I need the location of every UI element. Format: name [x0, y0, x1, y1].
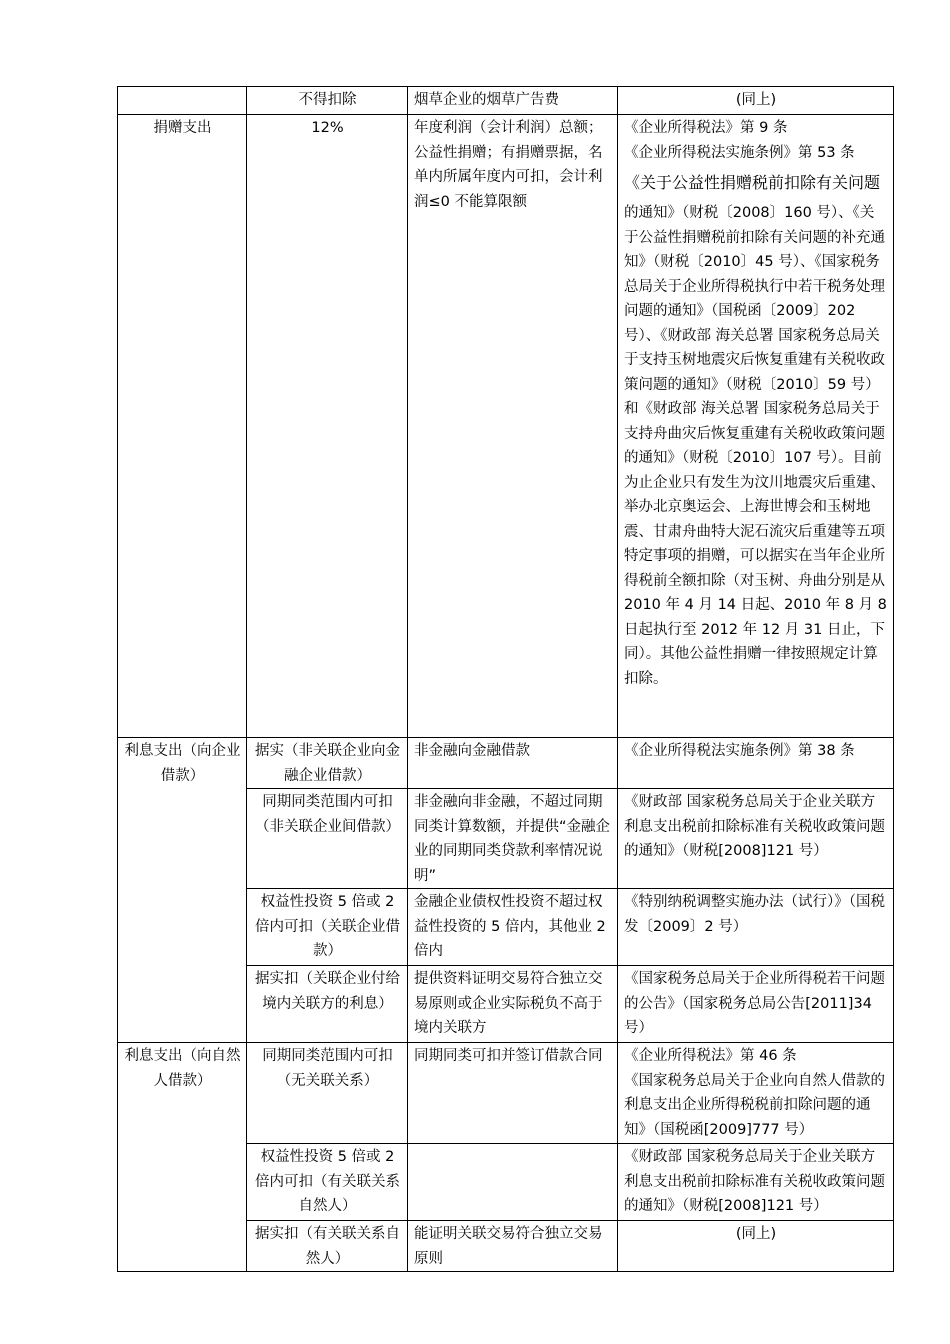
basis-line: 《企业所得税法实施条例》第 53 条 [624, 144, 855, 161]
cell-standard: 据实扣（关联企业付给境内关联方的利息） [247, 966, 408, 1043]
cell-item: 利息支出（向企业借款） [118, 738, 247, 1043]
table-row [118, 738, 894, 789]
cell-standard: 权益性投资 5 倍或 2 倍内可扣（关联企业借款） [247, 889, 408, 966]
cell-condition: 能证明关联交易符合独立交易原则 [408, 1221, 618, 1272]
cell-condition [408, 1144, 618, 1221]
cell-standard: 权益性投资 5 倍或 2 倍内可扣（有关联关系自然人） [247, 1144, 408, 1221]
cell-standard: 不得扣除 [247, 87, 408, 115]
cell-standard: 12% [247, 115, 408, 738]
cell-condition: 烟草企业的烟草广告费 [408, 87, 618, 115]
cell-standard: 据实扣（有关联关系自然人） [247, 1221, 408, 1272]
cell-standard: 据实（非关联企业向金融企业借款） [247, 738, 408, 789]
cell-basis [618, 115, 894, 738]
cell-basis: 《企业所得税法实施条例》第 38 条 [618, 738, 894, 789]
deduction-table [117, 86, 894, 1272]
basis-line: 《关于公益性捐赠税前扣除有关问题 [624, 173, 881, 192]
table-row [118, 1043, 894, 1144]
cell-basis: (同上) [618, 1221, 894, 1272]
cell-condition: 非金融向非金融，不超过同期同类计算数额，并提供“金融企业的同期同类贷款利率情况说明” [408, 789, 618, 889]
cell-basis: 《国家税务总局关于企业所得税若干问题的公告》（国家税务总局公告[2011]34 号） [618, 966, 894, 1043]
cell-condition: 金融企业债权性投资不超过权益性投资的 5 倍内，其他业 2 倍内 [408, 889, 618, 966]
cell-condition: 非金融向金融借款 [408, 738, 618, 789]
cell-item: 利息支出（向自然人借款） [118, 1043, 247, 1272]
basis-line: 《国家税务总局关于企业向自然人借款的利息支出企业所得税税前扣除问题的通知》（国税函[2009]777 号） [624, 1072, 885, 1138]
basis-line: 的通知》（财税〔2008〕160 号）、《关于公益性捐赠税前扣除有关问题的补充通知》（财税〔2010〕45 号）、《国家税务总局关于企业所得税执行中若干税务处理问题的通知》（国税函〔2009〕202 号）、《财政部 海关总署 国家税务总局关于支持玉树地震灾后恢复重建有关税收政策问题的通知》（财税〔2010〕59 号）和《财政部 海关总署 国家税务总局关于支持舟曲灾后恢复重建有关税收政策问题的通知》（财税〔2010〕107 号）。目前为止企业只有发生为汶川地震灾后重建、举办北京奥运会、上海世博会和玉树地震、甘肃舟曲特大泥石流灾后重建等五项特定事项的捐赠，可以据实在当年企业所得税前全额扣除（对玉树、舟曲分别是从 2010 年 4 月 14 日起、2010 年 8 月 8 日起执行至 2012 年 12 月 31 日止，下同）。其他公益性捐赠一律按照规定计算扣除。 [624, 205, 887, 687]
cell-basis: 《特别纳税调整实施办法（试行）》（国税发〔2009〕2 号） [618, 889, 894, 966]
cell-basis [618, 1043, 894, 1144]
cell-standard: 同期同类范围内可扣（非关联企业间借款） [247, 789, 408, 889]
cell-item: 捐赠支出 [118, 115, 247, 738]
cell-condition: 提供资料证明交易符合独立交易原则或企业实际税负不高于境内关联方 [408, 966, 618, 1043]
basis-line: 《企业所得税法》第 46 条 [624, 1048, 797, 1064]
cell-basis: 《财政部 国家税务总局关于企业关联方利息支出税前扣除标准有关税收政策问题的通知》（财税[2008]121 号） [618, 1144, 894, 1221]
basis-line: 《企业所得税法》第 9 条 [624, 120, 788, 136]
cell-condition: 年度利润（会计利润）总额；公益性捐赠；有捐赠票据，名单内所属年度内可扣，会计利润≤0 不能算限额 [408, 115, 618, 738]
table-row [118, 115, 894, 738]
table-row [118, 87, 894, 115]
cell-standard: 同期同类范围内可扣（无关联关系） [247, 1043, 408, 1144]
cell-condition: 同期同类可扣并签订借款合同 [408, 1043, 618, 1144]
cell-item [118, 87, 247, 115]
cell-basis: 《财政部 国家税务总局关于企业关联方利息支出税前扣除标准有关税收政策问题的通知》（财税[2008]121 号） [618, 789, 894, 889]
cell-basis: (同上) [618, 87, 894, 115]
